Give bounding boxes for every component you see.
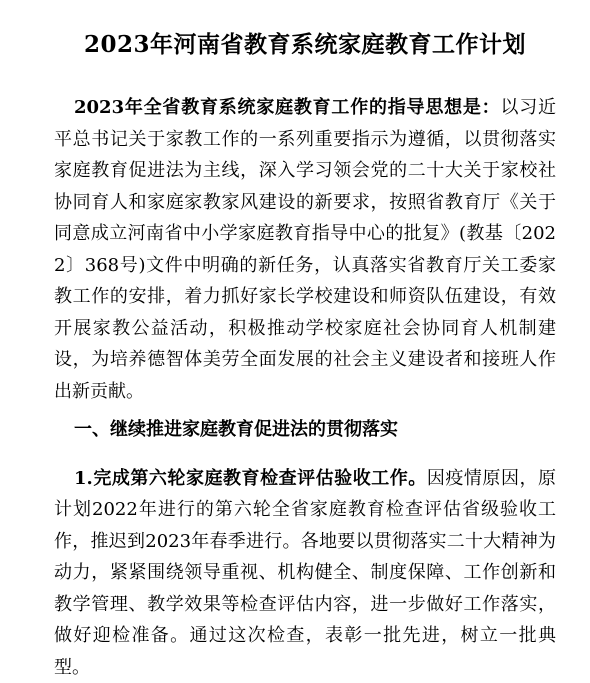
document-title: 2023年河南省教育系统家庭教育工作计划 [54, 0, 556, 66]
intro-body: 以习近平总书记关于家教工作的一系列重要指示为遵循，以贯彻落实家庭教育促进法为主线，深入学习领会党的二十大关于家校社协同育人和家庭家教家风建设的新要求，按照省教育厅《关于同意成立河南省中小学家庭教育指导中心的批复》(教基〔2022〕368号)文件中明确的新任务，认真落实省教育厅关工委家教工作的安排，着力抓好家长学校建设和师资队伍建设，有效开展家教公益活动，积极推动学校家庭社会协同育人机制建设，为培养德智体美劳全面发展的社会主义建设者和接班人作出新贡献。 [54, 97, 556, 402]
item-paragraph-1 [54, 463, 556, 683]
item-1-lead: 1.完成第六轮家庭教育检查评估验收工作。 [74, 468, 427, 489]
item-1-body: 因疫情原因，原计划2022年进行的第六轮全省家庭教育检查评估省级验收工作，推迟到2023年春季进行。各地要以贯彻落实二十大精神为动力，紧紧围绕领导重视、机构健全、制度保障、工作创新和教学管理、教学效果等检查评估内容，进一步做好工作落实，做好迎检准备。通过这次检查，表彰一批先进，树立一批典型。 [54, 468, 556, 678]
section-heading-1: 一、继续推进家庭教育促进法的贯彻落实 [54, 414, 556, 446]
intro-paragraph [54, 92, 556, 407]
intro-lead: 2023年全省教育系统家庭教育工作的指导思想是： [74, 97, 500, 118]
